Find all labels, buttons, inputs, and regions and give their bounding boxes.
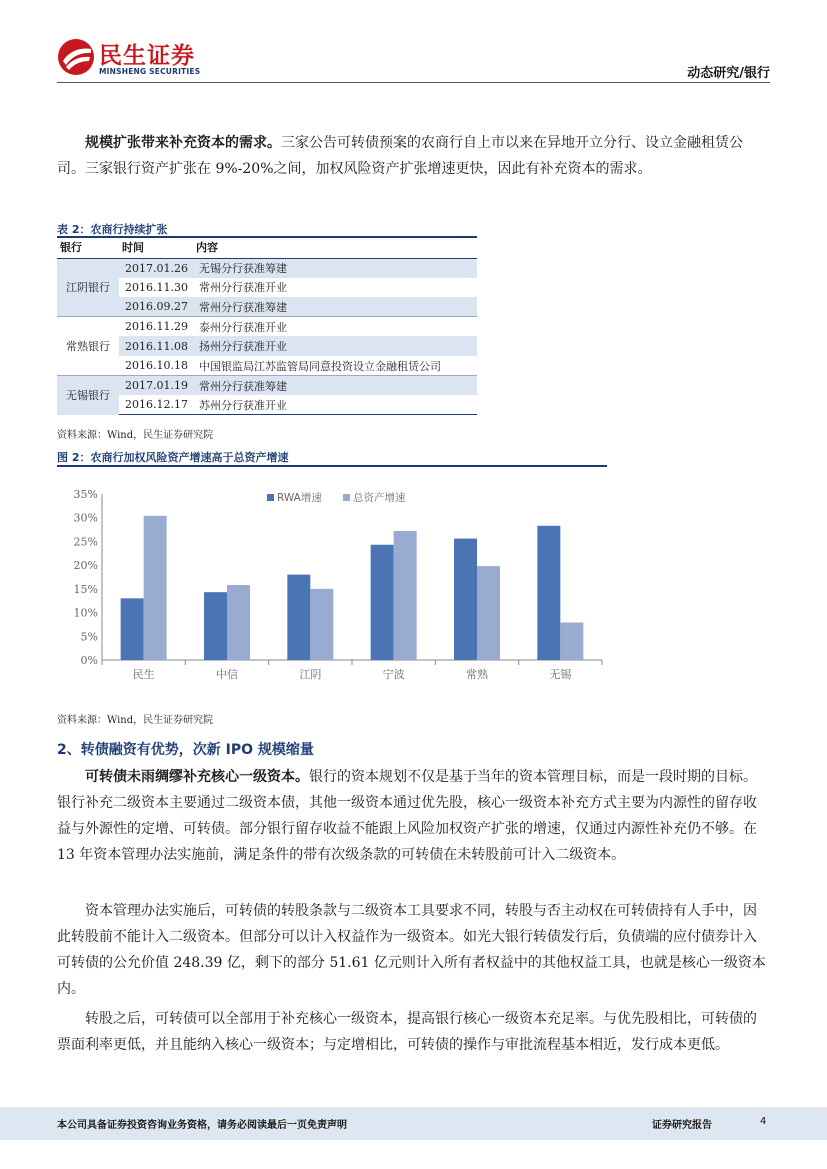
date-cell: 2016.11.30 (125, 280, 188, 294)
paragraph-text: 银行的资本规划不仅是基于当年的资本管理目标，而是一段时期的目标。银行补充二级资本主要通过二级资本债，其他一级资本通过优先股，核心一级资本补充方式主要为内源性的留存收益与外源性的定增、可转债。部分银行留存收益不能跟上风险加权资产扩张的增速，仅通过内源性补充仍不够。在 13 年资本管理办法实施前，满足条件的带有次级条款的可转债在未转股前可计入二级资本。 (57, 769, 757, 863)
page-number: 4 (760, 1116, 767, 1127)
table-row (57, 376, 477, 396)
paragraph-convertible-bonds (57, 764, 770, 868)
legend-swatch (267, 494, 274, 501)
table-caption: 表 2：农商行持续扩张 (57, 223, 168, 236)
table-row (57, 258, 477, 278)
table-row (57, 336, 477, 356)
content-cell: 扬州分行获准开业 (193, 336, 477, 356)
legend-label: 总资产增速 (353, 492, 406, 504)
bank-cell: 无锡银行 (57, 376, 119, 415)
date-cell: 2017.01.26 (119, 258, 193, 278)
x-tick-label: 常熟 (466, 668, 488, 681)
content-cell: 常州分行获准筹建 (193, 376, 477, 396)
header-divider (57, 82, 770, 83)
y-tick-label: 35% (73, 488, 98, 501)
content-cell: 无锡分行获准筹建 (193, 258, 477, 278)
report-type: 动态研究/银行 (687, 66, 770, 81)
legend-swatch (343, 494, 350, 501)
y-tick-label: 5% (80, 630, 98, 644)
date-cell: 2017.01.19 (119, 376, 193, 396)
bar-assets-常熟 (477, 566, 500, 660)
table-row (57, 356, 477, 376)
bar-rwa-常熟 (454, 539, 477, 660)
company-logo (57, 37, 207, 81)
table-header-row (57, 237, 477, 258)
column-header-content: 内容 (193, 237, 477, 258)
figure-caption-rule (57, 465, 607, 467)
table-row (57, 297, 477, 317)
bar-rwa-民生 (121, 598, 144, 660)
content-cell: 泰州分行获准开业 (193, 317, 477, 337)
date-cell: 2016.11.08 (119, 336, 193, 356)
column-header-bank: 银行 (57, 237, 119, 258)
y-tick-label: 0% (80, 654, 98, 667)
page-header (0, 0, 827, 84)
logo-chinese-name: 民生证券 (99, 43, 195, 69)
y-tick-label: 30% (73, 511, 98, 525)
bar-assets-宁波 (394, 531, 417, 660)
table-row (57, 317, 477, 337)
y-tick-label: 20% (73, 559, 98, 573)
y-tick-label: 25% (73, 535, 98, 549)
table-row (57, 278, 477, 298)
bank-cell: 常熟银行 (57, 317, 119, 376)
content-cell: 中国银监局江苏监管局同意投资设立金融租赁公司 (199, 359, 441, 373)
figure-caption: 图 2：农商行加权风险资产增速高于总资产增速 (57, 451, 289, 464)
content-cell: 苏州分行获准开业 (193, 395, 477, 415)
bar-rwa-江阴 (287, 575, 310, 660)
page-footer (0, 1107, 827, 1140)
x-tick-label: 无锡 (549, 668, 572, 681)
table-row (57, 395, 477, 415)
figure-source: 资料来源：Wind，民生证券研究院 (57, 715, 214, 726)
bar-assets-民生 (144, 516, 167, 660)
y-tick-label: 10% (73, 606, 98, 620)
bar-rwa-中信 (204, 592, 227, 660)
bar-assets-无锡 (560, 623, 583, 660)
y-tick-label: 15% (73, 582, 98, 596)
content-cell: 常州分行获准开业 (199, 281, 287, 295)
content-cell: 常州分行获准筹建 (193, 297, 477, 317)
expansion-table (57, 237, 477, 415)
growth-bar-chart (57, 476, 607, 701)
legend-label: RWA增速 (277, 492, 322, 504)
bar-rwa-宁波 (371, 545, 394, 660)
date-cell: 2016.09.27 (119, 297, 193, 317)
logo-english-name: MINSHENG SECURITIES (99, 67, 201, 76)
paragraph-capital-rules: 资本管理办法实施后，可转债的转股条款与二级资本工具要求不同，转股与否主动权在可转债持有人手中，因此转股前不能计入二级资本。但部分可以计入权益作为一级资本。如光大银行转债发行后，负债端的应付债券计入可转债的公允价值 248.39 亿，剩下的部分 51.61 亿元则计入所有者权益中的其他权益工具，也就是核心一级资本内。 (57, 903, 766, 997)
section-heading: 2、转债融资有优势，次新 IPO 规模缩量 (57, 742, 314, 758)
x-tick-label: 江阴 (299, 668, 322, 681)
date-cell: 2016.10.18 (125, 359, 188, 373)
bar-assets-中信 (227, 585, 250, 660)
x-tick-label: 民生 (132, 668, 155, 681)
footer-report-label: 证券研究报告 (652, 1120, 712, 1131)
x-tick-label: 宁波 (382, 668, 405, 681)
date-cell: 2016.12.17 (119, 395, 193, 415)
bar-assets-江阴 (310, 589, 333, 660)
date-cell: 2016.11.29 (119, 317, 193, 337)
paragraph-after-conversion: 转股之后，可转债可以全部用于补充核心一级资本，提高银行核心一级资本充足率。与优先股相比，可转债的票面利率更低，并且能纳入核心一级资本；与定增相比，可转债的操作与审批流程基本相近，发行成本更低。 (57, 1011, 757, 1053)
paragraph-lead: 可转债未雨绸缪补充核心一级资本。 (85, 769, 309, 785)
paragraph-text: 三家公告可转债预案的农商行自上市以来在异地开立分行、设立金融租赁公司。三家银行资产扩张在 9%-20%之间，加权风险资产扩张增速更快，因此有补充资本的需求。 (57, 135, 743, 177)
logo-emblem-icon (57, 37, 95, 77)
column-header-date: 时间 (119, 237, 193, 258)
table-source: 资料来源：Wind，民生证券研究院 (57, 430, 214, 441)
footer-disclaimer: 本公司具备证券投资咨询业务资格，请务必阅读最后一页免责声明 (57, 1120, 347, 1131)
bank-cell: 江阴银行 (57, 258, 119, 317)
paragraph-lead: 规模扩张带来补充资本的需求。 (85, 135, 281, 151)
bar-rwa-无锡 (537, 526, 560, 660)
paragraph-scale-expansion (57, 130, 770, 182)
x-tick-label: 中信 (216, 668, 238, 681)
